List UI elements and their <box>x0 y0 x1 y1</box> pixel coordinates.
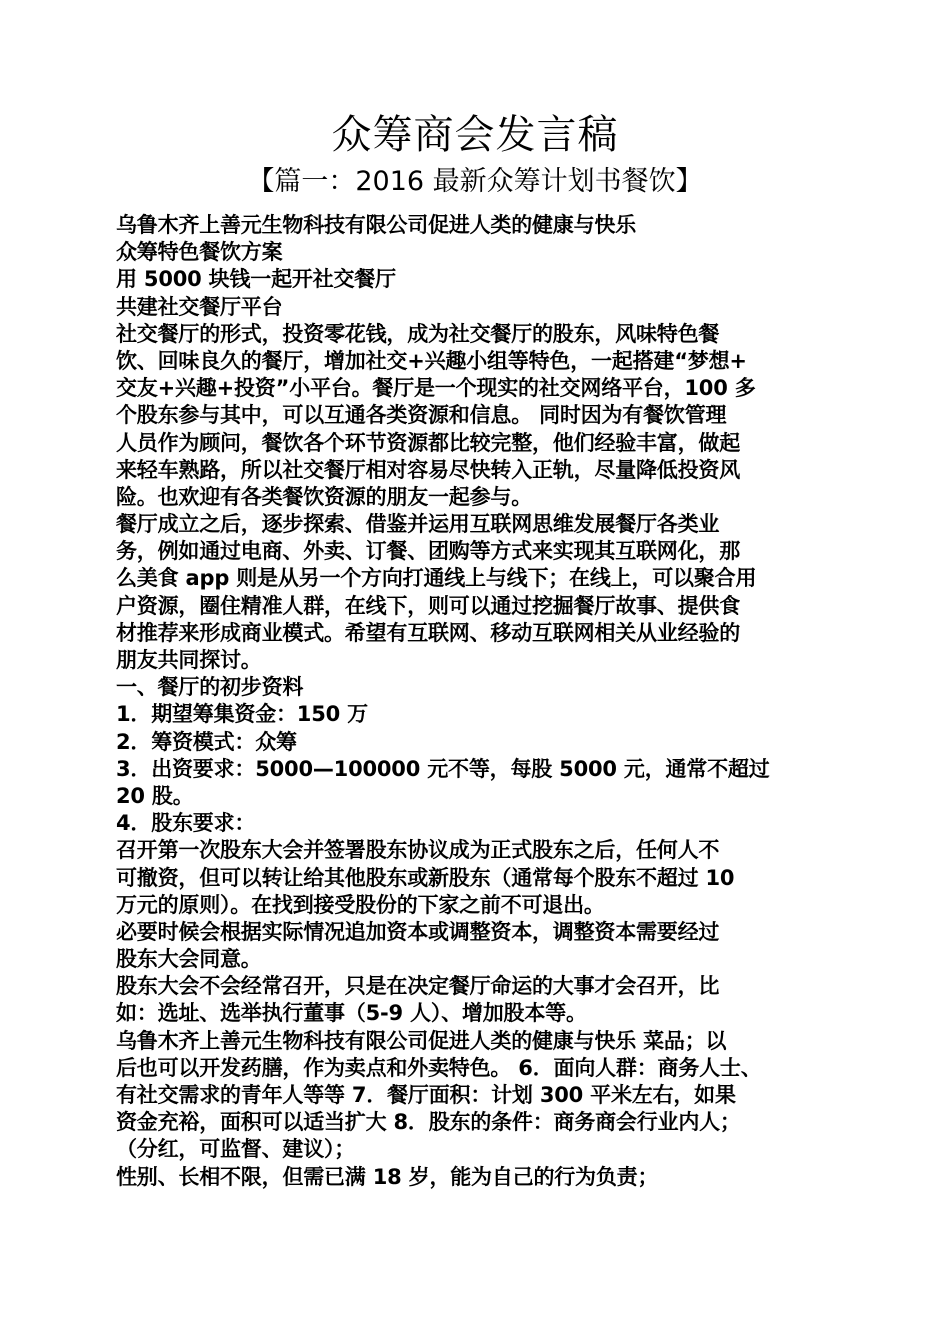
text-line: 材推荐来形成商业模式。希望有互联网、移动互联网相关从业经验的 <box>116 620 740 645</box>
text-line: 么美食 app 则是从另一个方向打通线上与线下；在线上，可以聚合用 <box>116 566 757 591</box>
document-title: 众筹商会发言稿 <box>331 112 619 158</box>
text-line: 有社交需求的青年人等等 7．餐厅面积：计划 300 平米左右，如果 <box>116 1083 736 1107</box>
text-line: 4．股东要求： <box>116 811 256 836</box>
text-line: 资金充裕，面积可以适当扩大 8．股东的条件：商务商会行业内人； <box>116 1110 741 1135</box>
text-line: 来轻车熟路，所以社交餐厅相对容易尽快转入正轨，尽量降低投资风 <box>116 457 740 482</box>
text-line: 户资源，圈住精准人群，在线下，则可以通过挖掘餐厅故事、提供食 <box>116 593 740 618</box>
text-line: 交友+兴趣+投资”小平台。餐厅是一个现实的社交网络平台，100 多 <box>116 376 756 401</box>
text-line: 用 5000 块钱一起开社交餐厅 <box>116 267 396 292</box>
text-line: 乌鲁木齐上善元生物科技有限公司促进人类的健康与快乐 <box>116 213 636 237</box>
text-line: 餐厅成立之后，逐步探索、借鉴并运用互联网思维发展餐厅各类业 <box>116 512 720 537</box>
text-line: 股东大会同意。 <box>116 947 262 972</box>
text-line: 如：选址、选举执行董事（5-9 人）、增加股本等。 <box>116 1001 587 1026</box>
text-line: 饮、回味良久的餐厅，增加社交+兴趣小组等特色，一起搭建“梦想+ <box>116 348 747 373</box>
text-line: 朋友共同探讨。 <box>116 648 262 672</box>
text-line: 性别、长相不限，但需已满 18 岁，能为自己的行为负责； <box>116 1164 659 1189</box>
text-line: 社交餐厅的形式，投资零花钱，成为社交餐厅的股东，风味特色餐 <box>116 321 720 346</box>
text-line: 必要时候会根据实际情况追加资本或调整资本，调整资本需要经过 <box>116 919 720 944</box>
text-line: 3．出资要求：5000—100000 元不等，每股 5000 元，通常不超过 <box>116 756 770 781</box>
text-line: 万元的原则）。在找到接受股份的下家之前不可退出。 <box>116 892 605 917</box>
text-line: 共建社交餐厅平台 <box>116 294 283 319</box>
text-line: 2．筹资模式：众筹 <box>116 729 297 754</box>
text-line: 后也可以开发药膳，作为卖点和外卖特色。 6．面向人群：商务人士、 <box>116 1055 762 1080</box>
text-line: 20 股。 <box>116 783 194 808</box>
document-body <box>116 212 836 1191</box>
text-line: 众筹特色餐饮方案 <box>116 240 283 265</box>
document-subtitle: 【篇一：2016 最新众筹计划书餐饮】 <box>247 166 703 197</box>
text-line: 1．期望筹集资金：150 万 <box>116 702 368 727</box>
text-line: 人员作为顾问，餐饮各个环节资源都比较完整，他们经验丰富，做起 <box>116 430 740 455</box>
text-line: 股东大会不会经常召开，只是在决定餐厅命运的大事才会召开，比 <box>116 974 720 999</box>
text-line: 可撤资，但可以转让给其他股东或新股东（通常每个股东不超过 10 <box>116 865 735 890</box>
text-line: 乌鲁木齐上善元生物科技有限公司促进人类的健康与快乐 菜品；以 <box>116 1028 727 1053</box>
text-line: 务，例如通过电商、外卖、订餐、团购等方式来实现其互联网化，那 <box>116 539 740 564</box>
text-line: 险。也欢迎有各类餐饮资源的朋友一起参与。 <box>116 484 532 509</box>
text-line: 召开第一次股东大会并签署股东协议成为正式股东之后，任何人不 <box>116 838 720 863</box>
text-line: 个股东参与其中，可以互通各类资源和信息。 同时因为有餐饮管理 <box>116 403 727 428</box>
text-line: （分红，可监督、建议）； <box>116 1137 356 1162</box>
text-line: 一、餐厅的初步资料 <box>116 675 304 700</box>
